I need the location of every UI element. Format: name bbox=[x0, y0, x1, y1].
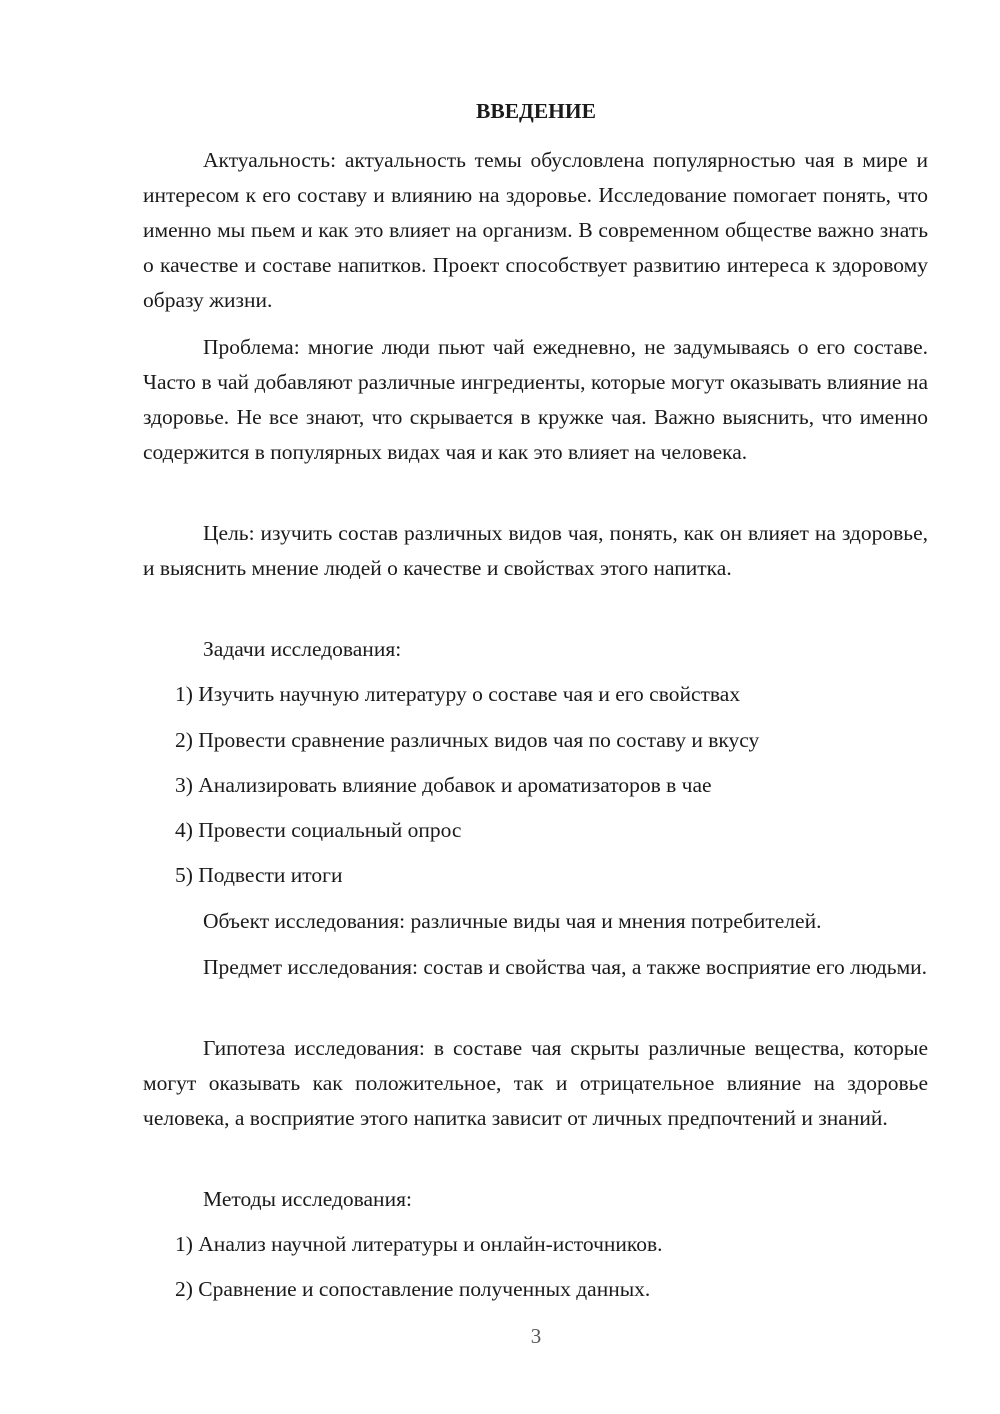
task-item: 2) Провести сравнение различных видов чая по составу и вкусу bbox=[175, 728, 760, 752]
page-title: ВВЕДЕНИЕ bbox=[476, 99, 596, 123]
task-item: 4) Провести социальный опрос bbox=[175, 818, 462, 842]
paragraph-goal: Цель: изучить состав различных видов чая, понять, как он влияет на здоровье, и выяснить мнение людей о качестве и свойствах этого напитка. bbox=[143, 521, 928, 580]
paragraph-relevance: Актуальность: актуальность темы обусловлена популярностью чая в мире и интересом к его составу и влиянию на здоровье. Исследование помогает понять, что именно мы пьем и как это влияет на организм. В современном обществе важно знать о качестве и составе напитков. Проект способствует развитию интереса к здоровому образу жизни. bbox=[143, 148, 928, 312]
method-item: 1) Анализ научной литературы и онлайн-источников. bbox=[175, 1232, 663, 1256]
page-number: 3 bbox=[530, 1324, 542, 1348]
task-item: 3) Анализировать влияние добавок и ароматизаторов в чае bbox=[175, 773, 712, 797]
methods-title: Методы исследования: bbox=[203, 1187, 412, 1211]
task-item: 5) Подвести итоги bbox=[175, 863, 343, 887]
paragraph-problem: Проблема: многие люди пьют чай ежедневно, не задумываясь о его составе. Часто в чай добавляют различные ингредиенты, которые могут оказывать влияние на здоровье. Не все знают, что скрывается в кружке чая. Важно выяснить, что именно содержится в популярных видах чая и как это влияет на человека. bbox=[143, 335, 928, 464]
tasks-title: Задачи исследования: bbox=[203, 637, 402, 661]
paragraph-hypothesis: Гипотеза исследования: в составе чая скрыты различные вещества, которые могут оказывать как положительное, так и отрицательное влияние на здоровье человека, а восприятие этого напитка зависит от личных предпочтений и знаний. bbox=[143, 1036, 928, 1130]
paragraph-object: Объект исследования: различные виды чая и мнения потребителей. bbox=[203, 909, 822, 933]
task-item: 1) Изучить научную литературу о составе чая и его свойствах bbox=[175, 682, 741, 706]
paragraph-subject: Предмет исследования: состав и свойства чая, а также восприятие его людьми. bbox=[203, 955, 928, 979]
method-item: 2) Сравнение и сопоставление полученных данных. bbox=[175, 1277, 651, 1301]
